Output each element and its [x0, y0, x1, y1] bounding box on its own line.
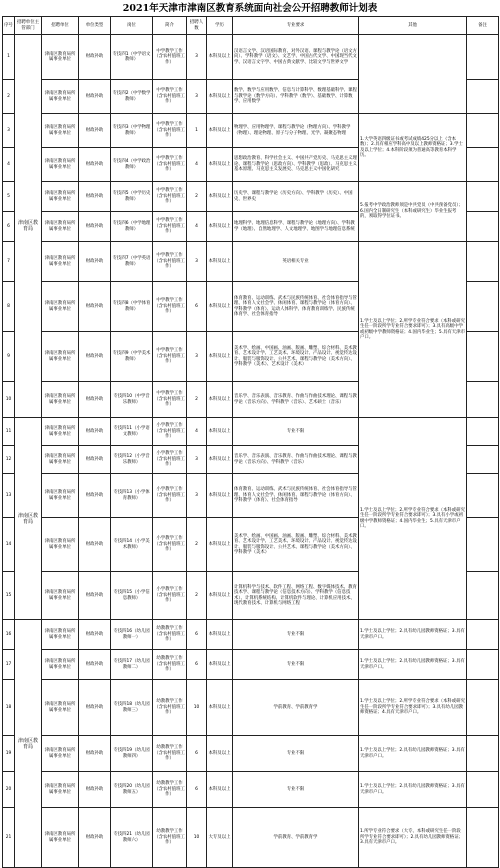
remark-cell — [467, 620, 499, 650]
count-cell: 4 — [187, 418, 207, 446]
count-cell: 2 — [187, 382, 207, 418]
education-cell: 本科及以上 — [207, 332, 233, 382]
intro-cell: 小学教学工作（含农村值班工作） — [153, 518, 187, 572]
post-cell: 专技四12（小学音乐教师） — [111, 446, 153, 474]
post-cell: 专技四3（中学物理教师） — [111, 114, 153, 148]
count-cell: 6 — [187, 736, 207, 772]
table-row — [3, 182, 499, 212]
post-cell: 专技四1（中学语文教师） — [111, 35, 153, 80]
remark-cell — [467, 35, 499, 80]
unit-type-cell: 财政补助 — [79, 282, 111, 332]
table-row — [3, 620, 499, 650]
row-number: 8 — [3, 282, 15, 332]
count-cell: 10 — [187, 680, 207, 736]
unit-type-cell: 财政补助 — [79, 736, 111, 772]
unit-cell: 津南区教育局所属事业单位 — [42, 650, 79, 680]
count-cell: 2 — [187, 518, 207, 572]
unit-type-cell: 财政补助 — [79, 114, 111, 148]
education-cell: 本科及以上 — [207, 446, 233, 474]
major-cell: 计算机科学与技术、软件工程、网络工程、数字媒体技术、教育技术学、课程与教学论（信息技术方向）、学科教学（信息技术）、计算机系统结构、计算机软件与理论、计算机应用技术、现代教育技术、计算机与网络工程 — [233, 572, 359, 620]
row-number: 6 — [3, 212, 15, 242]
major-cell: 音乐学、音乐表演、音乐教育、作曲与作曲技术理论、课程与教学论（音乐方向）、学科教学（音乐） — [233, 446, 359, 474]
remark-cell — [467, 736, 499, 772]
major-cell: 专业不限 — [233, 620, 359, 650]
unit-cell: 津南区教育局所属事业单位 — [42, 242, 79, 282]
unit-cell: 津南区教育局所属事业单位 — [42, 808, 79, 868]
intro-cell: 中学教学工作（含农村值班工作） — [153, 282, 187, 332]
intro-cell: 小学教学工作（含农村值班工作） — [153, 572, 187, 620]
remark-cell — [467, 282, 499, 332]
row-number: 11 — [3, 418, 15, 446]
post-cell: 专技四6（中学地理教师） — [111, 212, 153, 242]
row-number: 12 — [3, 446, 15, 474]
unit-type-cell: 财政补助 — [79, 35, 111, 80]
intro-cell: 幼教教学工作（含农村值班工作） — [153, 620, 187, 650]
post-cell: 专技四13（小学体育教师） — [111, 474, 153, 518]
remark-cell — [467, 382, 499, 418]
department-cell: 津南区教育局 — [15, 35, 42, 418]
education-cell: 本科及以上 — [207, 212, 233, 242]
unit-type-cell: 财政补助 — [79, 182, 111, 212]
remark-cell — [467, 772, 499, 808]
count-cell: 6 — [187, 620, 207, 650]
intro-cell: 幼教教学工作（含农村值班工作） — [153, 772, 187, 808]
unit-cell: 津南区教育局所属事业单位 — [42, 35, 79, 80]
post-cell: 专技四20（幼儿园教师五） — [111, 772, 153, 808]
education-cell: 本科及以上 — [207, 620, 233, 650]
other-requirements-cell: 1.学士及以上学位；2.所学专业符合要求（本科或研究生任一阶段所学专业符合要求即可）；3.具有高级中学或初级中学教师资格证；4.国内毕业生；5.具有天津市户口。 — [359, 242, 467, 418]
row-number: 4 — [3, 148, 15, 182]
count-cell: 10 — [187, 808, 207, 868]
remark-cell — [467, 332, 499, 382]
table-row — [3, 418, 499, 446]
other-requirements-cell: 1.学士及以上学位；2.所学专业符合要求（本科或研究生任一阶段所学专业符合要求即可）；3.具有幼儿园教师资格证；4.具有天津市户口。 — [359, 680, 467, 736]
table-row — [3, 736, 499, 772]
row-number: 1 — [3, 35, 15, 80]
unit-type-cell: 财政补助 — [79, 242, 111, 282]
intro-cell: 中学教学工作（含农村值班工作） — [153, 182, 187, 212]
education-cell: 本科及以上 — [207, 242, 233, 282]
table-row — [3, 772, 499, 808]
unit-cell: 津南区教育局所属事业单位 — [42, 680, 79, 736]
remark-cell — [467, 148, 499, 182]
row-number: 18 — [3, 680, 15, 736]
post-cell: 专技四17（幼儿园教师二） — [111, 650, 153, 680]
header-cell: 招聘单位主管部门 — [15, 17, 42, 35]
education-cell: 本科及以上 — [207, 182, 233, 212]
table-row — [3, 680, 499, 736]
major-cell: 地理科学、地理信息科学、课程与教学论（地理方向）、学科教学（地理）、自然地理学、人文地理学、地图学与地理信息系统 — [233, 212, 359, 242]
major-cell: 专业不限 — [233, 772, 359, 808]
education-cell: 本科及以上 — [207, 474, 233, 518]
unit-type-cell: 财政补助 — [79, 680, 111, 736]
post-cell: 专技四9（中学美术教师） — [111, 332, 153, 382]
header-cell: 其他 — [359, 17, 467, 35]
row-number: 2 — [3, 80, 15, 114]
education-cell: 大专及以上 — [207, 808, 233, 868]
header-cell: 岗位 — [111, 17, 153, 35]
table-row — [3, 808, 499, 868]
other-requirements-cell: 1.学士及以上学位；2.具有幼儿园教师资格证；3.具有天津市户口。 — [359, 772, 467, 808]
page-title: 2021年天津市津南区教育系统面向社会公开招聘教师计划表 — [122, 3, 378, 14]
table-row — [3, 242, 499, 282]
major-cell: 物理学、应用物理学、课程与教学论（物理方向）、学科教学（物理）、理论物理、原子与分子物理、光学、凝聚态物理 — [233, 114, 359, 148]
major-cell: 学前教育、学前教育学 — [233, 808, 359, 868]
post-cell: 专技四10（中学音乐教师） — [111, 382, 153, 418]
intro-cell: 幼教教学工作（含农村值班工作） — [153, 736, 187, 772]
intro-cell: 中学教学工作（含农村值班工作） — [153, 148, 187, 182]
intro-cell: 小学教学工作（含农村值班工作） — [153, 474, 187, 518]
row-number: 21 — [3, 808, 15, 868]
recruitment-table — [2, 16, 499, 868]
post-cell: 专技四5（中学历史教师） — [111, 182, 153, 212]
unit-type-cell: 财政补助 — [79, 212, 111, 242]
count-cell: 6 — [187, 650, 207, 680]
unit-type-cell: 财政补助 — [79, 620, 111, 650]
remark-cell — [467, 418, 499, 446]
table-row — [3, 114, 499, 148]
post-cell: 专技四8（中学体育教师） — [111, 282, 153, 332]
unit-type-cell: 财政补助 — [79, 418, 111, 446]
count-cell: 3 — [187, 446, 207, 474]
unit-cell: 津南区教育局所属事业单位 — [42, 418, 79, 446]
row-number: 9 — [3, 332, 15, 382]
major-cell: 美术学、绘画、中国画、油画、版画、雕塑、综合材料、美术教育、艺术设计学、工艺美术、环境设计、产品设计、视觉传达设计、服装与服饰设计、公共艺术、课程与教学论（美术方向）、学科教学（美术） — [233, 518, 359, 572]
major-cell: 学前教育、学前教育学 — [233, 680, 359, 736]
major-cell: 体育教育、运动训练、武术与民族传统体育、社会体育指导与管理、体育人文社会学、休闲体育、课程与教学论（体育方向）、学科教学（体育）、运动人体科学、体育教育训练学、民族传统体育学、社会体育指导 — [233, 282, 359, 332]
post-cell: 专技四19（幼儿园教师四） — [111, 736, 153, 772]
row-number: 5 — [3, 182, 15, 212]
other-requirements-cell: 1.学士及以上学位；2.具有幼儿园教师资格证；3.具有天津市户口。 — [359, 650, 467, 680]
remark-cell — [467, 474, 499, 518]
unit-type-cell: 财政补助 — [79, 80, 111, 114]
education-cell: 本科及以上 — [207, 680, 233, 736]
department-cell: 津南区教育局 — [15, 418, 42, 620]
header-row — [3, 17, 499, 35]
row-number: 16 — [3, 620, 15, 650]
remark-cell — [467, 518, 499, 572]
major-cell: 体育教育、运动训练、武术与民族传统体育、社会体育指导与管理、体育人文社会学、休闲体育、课程与教学论（体育方向）、学科教学（体育）、社会体育指导 — [233, 474, 359, 518]
intro-cell: 幼教教学工作（含农村值班工作） — [153, 808, 187, 868]
remark-cell — [467, 114, 499, 148]
header-cell: 单位类型 — [79, 17, 111, 35]
other-requirements-cell: 1.学士及以上学位；2.具有幼儿园教师资格证；3.具有天津市户口。 — [359, 620, 467, 650]
header-cell: 招聘人数 — [187, 17, 207, 35]
post-cell: 专技四14（小学美术教师） — [111, 518, 153, 572]
major-cell: 思想政治教育、科学社会主义、中国共产党历史、马克思主义理论、课程与教学论（思政方向）、学科教学（思政）、马克思主义基本原理、马克思主义发展史、马克思主义中国化研究 — [233, 148, 359, 182]
header-cell: 招聘单位 — [42, 17, 79, 35]
unit-type-cell: 财政补助 — [79, 382, 111, 418]
unit-cell: 津南区教育局所属事业单位 — [42, 620, 79, 650]
count-cell: 6 — [187, 772, 207, 808]
row-number: 10 — [3, 382, 15, 418]
major-cell: 音乐学、音乐表演、音乐教育、作曲与作曲技术理论、课程与教学论（音乐方向）、学科教学（音乐）、艺术硕士（音乐） — [233, 382, 359, 418]
post-cell: 专技四2（中学数学教师） — [111, 80, 153, 114]
major-cell: 专业不限 — [233, 650, 359, 680]
major-cell: 专业不限 — [233, 418, 359, 446]
row-number: 19 — [3, 736, 15, 772]
count-cell: 4 — [187, 148, 207, 182]
intro-cell: 中学教学工作（含农村值班工作） — [153, 212, 187, 242]
row-number: 15 — [3, 572, 15, 620]
unit-cell: 津南区教育局所属事业单位 — [42, 736, 79, 772]
education-cell: 本科及以上 — [207, 148, 233, 182]
row-number: 7 — [3, 242, 15, 282]
unit-cell: 津南区教育局所属事业单位 — [42, 182, 79, 212]
post-cell: 专技四11（小学语文教师） — [111, 418, 153, 446]
intro-cell: 幼教教学工作（含农村值班工作） — [153, 680, 187, 736]
unit-type-cell: 财政补助 — [79, 518, 111, 572]
row-number: 13 — [3, 474, 15, 518]
unit-type-cell: 财政补助 — [79, 446, 111, 474]
header-cell: 序号 — [3, 17, 15, 35]
header-cell: 专业要求 — [233, 17, 359, 35]
post-cell: 专技四21（幼儿园教师六） — [111, 808, 153, 868]
table-row — [3, 35, 499, 80]
education-cell: 本科及以上 — [207, 650, 233, 680]
count-cell: 3 — [187, 332, 207, 382]
major-cell: 专业不限 — [233, 736, 359, 772]
count-cell: 3 — [187, 474, 207, 518]
unit-type-cell: 财政补助 — [79, 148, 111, 182]
remark-cell — [467, 182, 499, 212]
major-cell: 英语相关专业 — [233, 242, 359, 282]
other-requirements-cell: 1.学士及以上学位；2.所学专业符合要求（本科或研究生任一阶段所学专业符合要求即可）；3.具有小学或初级中学教师资格证；4.国内毕业生；5.具有天津市户口。 — [359, 418, 467, 620]
unit-cell: 津南区教育局所属事业单位 — [42, 572, 79, 620]
remark-cell — [467, 680, 499, 736]
major-cell: 美术学、绘画、中国画、油画、版画、雕塑、综合材料、美术教育、艺术设计学、工艺美术、环境设计、产品设计、视觉传达设计、服装与服饰设计、公共艺术、课程与教学论（美术方向）、学科教学（美术）、艺术设计（美术） — [233, 332, 359, 382]
unit-type-cell: 财政补助 — [79, 474, 111, 518]
education-cell: 本科及以上 — [207, 382, 233, 418]
other-requirements-cell: 1.学士及以上学位；2.具有幼儿园教师资格证；3.具有天津市户口。 — [359, 736, 467, 772]
unit-type-cell: 财政补助 — [79, 772, 111, 808]
row-number: 3 — [3, 114, 15, 148]
education-cell: 本科及以上 — [207, 282, 233, 332]
intro-cell: 中学教学工作（含农村值班工作） — [153, 332, 187, 382]
header-cell: 备注 — [467, 17, 499, 35]
unit-cell: 津南区教育局所属事业单位 — [42, 148, 79, 182]
table-row — [3, 650, 499, 680]
remark-cell — [467, 650, 499, 680]
post-cell: 专技四16（幼儿园教师一） — [111, 620, 153, 650]
post-cell: 专技四18（幼儿园教师三） — [111, 680, 153, 736]
education-cell: 本科及以上 — [207, 772, 233, 808]
header-cell: 学历 — [207, 17, 233, 35]
count-cell: 1 — [187, 114, 207, 148]
row-number: 20 — [3, 772, 15, 808]
count-cell: 3 — [187, 80, 207, 114]
education-cell: 本科及以上 — [207, 736, 233, 772]
remark-cell — [467, 572, 499, 620]
unit-cell: 津南区教育局所属事业单位 — [42, 772, 79, 808]
education-cell: 本科及以上 — [207, 518, 233, 572]
unit-cell: 津南区教育局所属事业单位 — [42, 518, 79, 572]
unit-type-cell: 财政补助 — [79, 572, 111, 620]
unit-type-cell: 财政补助 — [79, 808, 111, 868]
intro-cell: 幼教教学工作（含农村值班工作） — [153, 650, 187, 680]
unit-cell: 津南区教育局所属事业单位 — [42, 80, 79, 114]
other-requirements-cell — [359, 35, 467, 114]
remark-cell — [467, 446, 499, 474]
intro-cell: 中学教学工作（含农村值班工作） — [153, 242, 187, 282]
remark-cell — [467, 242, 499, 282]
unit-type-cell: 财政补助 — [79, 332, 111, 382]
intro-cell: 中学教学工作（含农村值班工作） — [153, 35, 187, 80]
education-cell: 本科及以上 — [207, 35, 233, 80]
unit-cell: 津南区教育局所属事业单位 — [42, 446, 79, 474]
unit-cell: 津南区教育局所属事业单位 — [42, 474, 79, 518]
count-cell: 6 — [187, 282, 207, 332]
other-requirements-cell: 1.所学专业符合要求（大专、本科或研究生任一阶段所学专业符合要求即可）；2.具有幼儿园教师资格证；3.具有天津市户口。 — [359, 808, 467, 868]
remark-cell — [467, 808, 499, 868]
count-cell: 3 — [187, 35, 207, 80]
education-cell: 本科及以上 — [207, 418, 233, 446]
other-requirements-cell: 5.报考中学政治教师须是中共党员（中共预备党员）；6.国内全日制研究生（本科或研究生）毕业生报考的，须取得学位证书。 — [359, 182, 467, 242]
unit-cell: 津南区教育局所属事业单位 — [42, 212, 79, 242]
major-cell: 汉语言文学、汉语国际教育、对外汉语、课程与教学论（语文方向）、学科教学（语文）、文艺学、中国古代文学、中国现当代文学、汉语言文字学、中国古典文献学、比较文学与世界文学 — [233, 35, 359, 80]
table-body — [3, 35, 499, 868]
post-cell: 专技四4（中学政治教师） — [111, 148, 153, 182]
department-cell: 津南区教育局 — [15, 620, 42, 868]
remark-cell — [467, 212, 499, 242]
other-requirements-cell: 1.大学英语四级证书或考试成绩425分以上（含本数）；2.具有相应学科高中及以上教师资格证；3.学士及以上学位；4.本科阶段须为普通高等教育本科学历。 — [359, 114, 467, 182]
row-number: 14 — [3, 518, 15, 572]
count-cell: 2 — [187, 182, 207, 212]
remark-cell — [467, 80, 499, 114]
major-cell: 历史学、课程与教学论（历史方向）、学科教学（历史）、中国史、世界史 — [233, 182, 359, 212]
count-cell: 4 — [187, 212, 207, 242]
education-cell: 本科及以上 — [207, 80, 233, 114]
intro-cell: 中学教学工作（含农村值班工作） — [153, 80, 187, 114]
education-cell: 本科及以上 — [207, 114, 233, 148]
post-cell: 专技四7（中学英语教师） — [111, 242, 153, 282]
count-cell: 2 — [187, 572, 207, 620]
intro-cell: 中学教学工作（含农村值班工作） — [153, 382, 187, 418]
major-cell: 数学、数学与应用数学、信息与计算科学、数理基础科学、课程与教学论（数学方向）、学科教学（数学）、基础数学、计算数学、应用数学 — [233, 80, 359, 114]
row-number: 17 — [3, 650, 15, 680]
unit-type-cell: 财政补助 — [79, 650, 111, 680]
count-cell: 3 — [187, 242, 207, 282]
unit-cell: 津南区教育局所属事业单位 — [42, 114, 79, 148]
education-cell: 本科及以上 — [207, 572, 233, 620]
intro-cell: 小学教学工作（含农村值班工作） — [153, 418, 187, 446]
unit-cell: 津南区教育局所属事业单位 — [42, 282, 79, 332]
post-cell: 专技四15（小学信息教师） — [111, 572, 153, 620]
intro-cell: 中学教学工作（含农村值班工作） — [153, 114, 187, 148]
intro-cell: 小学教学工作（含农村值班工作） — [153, 446, 187, 474]
unit-cell: 津南区教育局所属事业单位 — [42, 382, 79, 418]
unit-cell: 津南区教育局所属事业单位 — [42, 332, 79, 382]
header-cell: 简介 — [153, 17, 187, 35]
